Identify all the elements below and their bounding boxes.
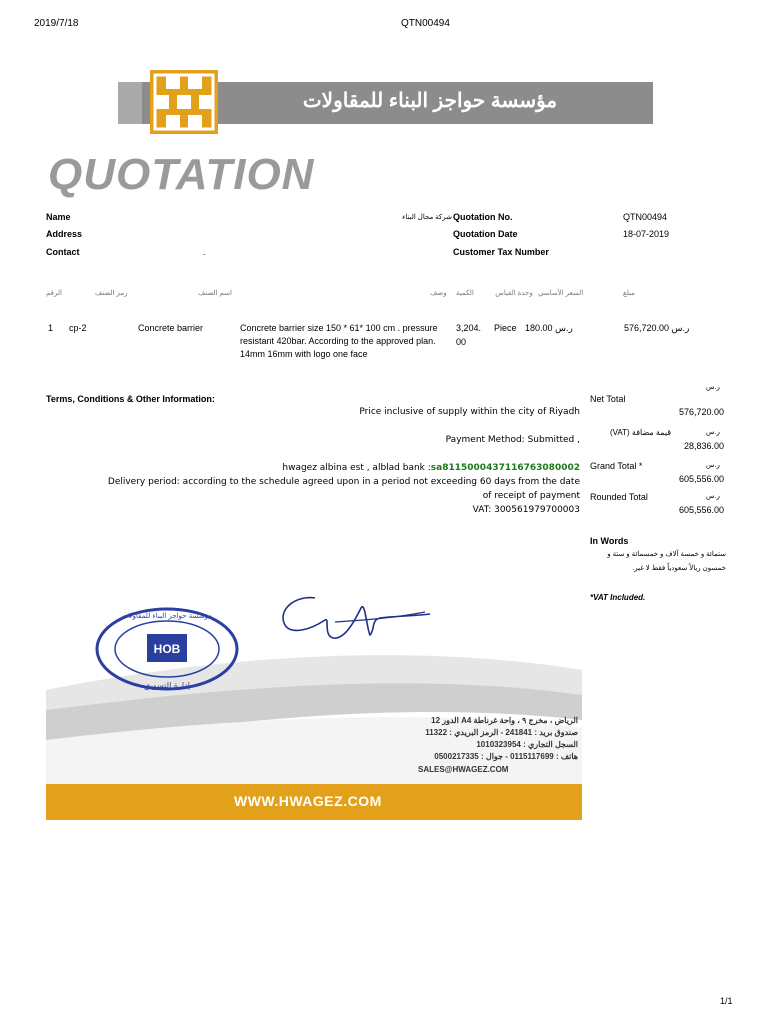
in-words-line1: ستمائة و خمسة آلاف و خمسمائة و ستة و: [607, 551, 726, 558]
company-stamp: [92, 604, 242, 694]
in-words-line2: خمسون ريالاً سعودياً فقط لا غير.: [632, 565, 726, 572]
quotation-date-value: 18-07-2019: [623, 229, 670, 239]
line-code: cp-2: [69, 323, 87, 333]
footer-address-3: السجل التجاري : 1010323954: [476, 740, 578, 749]
contact-value: .: [203, 247, 206, 257]
footer-address-2: صندوق بريد : 241841 - الرمز البريدي : 11322: [425, 728, 578, 737]
banner-accent: [118, 82, 142, 124]
bank-name: hwagez albina est , alblad bank :: [282, 463, 431, 473]
terms-price: Price inclusive of supply within the city of Riyadh: [359, 407, 580, 417]
col-amount: مبلغ: [623, 290, 635, 297]
line-price: 180.00 ر.س: [525, 323, 573, 333]
terms-delivery: Delivery period: according to the schedule agreed upon in a period not exceeding 60 days from the date: [107, 477, 580, 487]
document-title: QUOTATION: [48, 150, 315, 199]
rounded-total-value: 605,556.00: [678, 505, 724, 515]
col-price: السعر الأساسي: [538, 290, 584, 297]
quotation-no-label: Quotation No.: [453, 212, 513, 222]
grand-total-value: 605,556.00: [678, 474, 724, 484]
col-code: رمز الصنف: [95, 290, 128, 297]
footer-email: SALES@HWAGEZ.COM: [418, 765, 509, 774]
col-name: اسم الصنف: [198, 290, 232, 297]
line-description: Concrete barrier size 150 * 61* 100 cm . pressure resistant 420bar. According to the approved plan. 14mm 16mm with logo one face: [240, 323, 438, 359]
vat-currency: ر.س: [706, 429, 720, 436]
bank-iban: sa8115000437116763080002: [430, 463, 580, 473]
grand-total-currency: ر.س: [706, 462, 720, 469]
address-label: Address: [46, 229, 83, 239]
net-total-label: Net Total: [590, 394, 626, 404]
terms-payment: Payment Method: Submitted ,: [445, 435, 580, 445]
col-desc: وصف: [430, 290, 447, 297]
customer-tax-label: Customer Tax Number: [453, 247, 549, 257]
net-total-value: 576,720.00: [678, 407, 724, 417]
svg-text:إدارة التسويق: إدارة التسويق: [144, 681, 190, 690]
line-qty-decimals: 00: [456, 337, 467, 347]
quotation-no-value: QTN00494: [623, 212, 668, 222]
signature: [275, 590, 435, 650]
company-logo-icon: [150, 70, 218, 134]
net-total-currency: ر.س: [706, 384, 720, 391]
contact-label: Contact: [46, 247, 80, 257]
line-seq: 1: [48, 323, 54, 333]
rounded-total-currency: ر.س: [706, 493, 720, 500]
line-qty: 3,204.: [456, 323, 482, 333]
grand-total-label: Grand Total *: [590, 461, 643, 471]
company-name-arabic: مؤسسة حواجز البناء للمقاولات: [302, 90, 558, 112]
line-amount: 576,720.00 ر.س: [624, 323, 690, 333]
terms-heading: Terms, Conditions & Other Information:: [46, 394, 215, 404]
rounded-total-label: Rounded Total: [590, 492, 648, 502]
name-label: Name: [46, 212, 71, 222]
vat-label: (VAT) قيمة مضافة: [610, 428, 672, 437]
terms-delivery-cont: of receipt of payment: [482, 491, 580, 501]
svg-text:HOB: HOB: [153, 642, 181, 656]
page-number: 1/1: [720, 996, 733, 1006]
col-qty: الكمية: [456, 290, 474, 297]
vat-value: 28,836.00: [683, 441, 724, 451]
svg-text:مؤسسة حواجز البناء للمقاولات: مؤسسة حواجز البناء للمقاولات: [122, 612, 212, 620]
in-words-label: In Words: [590, 536, 629, 546]
col-unit: وحدة القياس: [495, 290, 533, 297]
line-name: Concrete barrier: [138, 323, 204, 333]
quotation-date-label: Quotation Date: [453, 229, 518, 239]
footer-address-1: الرياض ، مخرج ٩ ، واحة غرناطة A4 الدور 12: [431, 716, 578, 725]
customer-name: شركة مجال البناء: [402, 214, 452, 221]
footer-website: WWW.HWAGEZ.COM: [234, 793, 382, 809]
footer-address-4: هاتف : 0115117699 - جوال : 0500217335: [434, 752, 578, 761]
terms-bank: [40, 463, 580, 473]
col-seq: الرقم: [46, 290, 62, 297]
line-unit: Piece: [494, 323, 517, 333]
header-doc-number: QTN00494: [401, 18, 450, 29]
print-date: 2019/7/18: [34, 18, 79, 29]
terms-vat-number: VAT: 300561979700003: [472, 505, 580, 515]
vat-included-note: *VAT Included.: [590, 593, 646, 602]
